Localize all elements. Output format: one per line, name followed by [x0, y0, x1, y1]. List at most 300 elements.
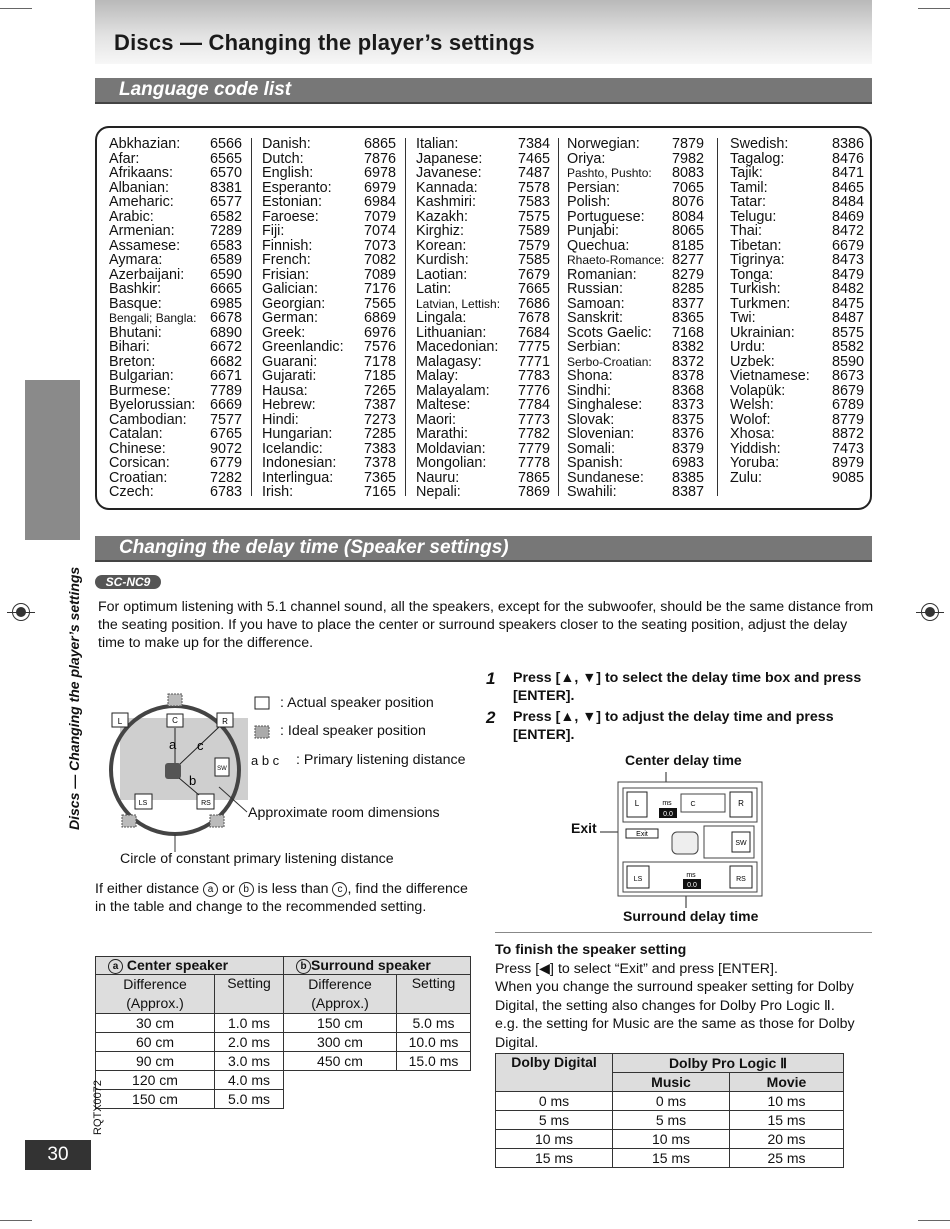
- language-code: 7289: [209, 223, 242, 239]
- language-row: [416, 398, 550, 413]
- table-row: [496, 1149, 844, 1168]
- distance-note: [95, 880, 475, 916]
- language-code: 8465: [831, 179, 864, 196]
- language-name: Tonga:: [730, 266, 774, 283]
- language-code: 9072: [209, 440, 242, 457]
- language-name: Chinese:: [109, 440, 166, 457]
- surround-value: 0.0: [687, 882, 697, 889]
- language-name: Tajik:: [730, 165, 763, 181]
- language-row: [416, 326, 550, 341]
- language-row: [567, 181, 704, 196]
- language-row: [109, 471, 242, 486]
- language-code: 7565: [363, 295, 396, 312]
- language-code: 6679: [831, 237, 864, 254]
- language-code: 7589: [517, 223, 550, 239]
- surround-speaker-header: [284, 957, 471, 975]
- language-code: 7782: [517, 426, 550, 442]
- speaker-l-label: L: [117, 717, 123, 726]
- language-name: Kirghiz:: [416, 223, 464, 239]
- speaker-ls-label: LS: [138, 800, 148, 807]
- language-row: [262, 311, 396, 326]
- language-code: 6779: [209, 455, 242, 471]
- language-name: Lithuanian:: [416, 324, 487, 341]
- language-code: 6589: [209, 252, 242, 268]
- language-name: Malagasy:: [416, 353, 482, 370]
- language-code: 7577: [209, 411, 242, 428]
- surround-ms-label: ms: [686, 872, 696, 879]
- table-row: [496, 1130, 844, 1149]
- language-name: Marathi:: [416, 426, 468, 442]
- legend-ideal: : Ideal speaker position: [280, 723, 426, 739]
- language-row: [416, 224, 550, 239]
- language-row: [262, 384, 396, 399]
- ideal-position-icon: [255, 726, 269, 738]
- column-divider: [251, 138, 252, 496]
- crop-mark: [0, 1220, 32, 1221]
- language-code: 6783: [209, 484, 242, 500]
- language-row: [109, 224, 242, 239]
- language-row: [730, 297, 864, 312]
- language-row: [416, 369, 550, 384]
- language-code: 8979: [831, 455, 864, 471]
- language-name: Maori:: [416, 411, 456, 428]
- language-name: Fiji:: [262, 223, 285, 239]
- language-row: [109, 384, 242, 399]
- language-code: 7771: [517, 353, 550, 370]
- language-row: [262, 195, 396, 210]
- language-row: [730, 239, 864, 254]
- table-cell: 300 cm: [284, 1033, 397, 1052]
- setting-header: Setting: [397, 975, 471, 1014]
- ideal-speaker-rs: [210, 815, 224, 827]
- language-row: [730, 224, 864, 239]
- language-row: [262, 413, 396, 428]
- language-code: 7869: [517, 484, 550, 500]
- screen-c-label: C: [690, 801, 696, 808]
- language-name: Scots Gaelic:: [567, 324, 652, 341]
- language-code: 7082: [363, 252, 396, 268]
- language-row: [109, 253, 242, 268]
- language-code: 7778: [517, 455, 550, 471]
- language-row: [262, 442, 396, 457]
- language-row: [109, 340, 242, 355]
- language-name: Georgian:: [262, 295, 326, 312]
- screen-rs-label: RS: [736, 876, 746, 883]
- language-name: Polish:: [567, 194, 611, 210]
- language-row: [109, 398, 242, 413]
- language-code: 8373: [671, 397, 704, 413]
- language-row: [262, 485, 396, 500]
- language-code: 8285: [671, 281, 704, 297]
- language-code: 8472: [831, 223, 864, 239]
- language-row: [109, 427, 242, 442]
- language-code: 8484: [831, 194, 864, 210]
- language-name: Sanskrit:: [567, 310, 623, 326]
- language-row: [109, 326, 242, 341]
- language-name: Russian:: [567, 281, 623, 297]
- pl-header: Dolby Pro Logic Ⅱ: [613, 1054, 844, 1073]
- finish-line-1: Press [◀] to select “Exit” and press [ENTER].: [495, 961, 778, 977]
- language-code: 6671: [209, 368, 242, 384]
- language-name: Xhosa:: [730, 426, 775, 442]
- language-name: Cambodian:: [109, 411, 187, 428]
- delay-settings-screen: [600, 772, 770, 908]
- table-cell: 5 ms: [613, 1111, 730, 1130]
- language-name: Aymara:: [109, 252, 163, 268]
- language-row: [109, 210, 242, 225]
- language-name: Galician:: [262, 281, 318, 297]
- center-delay-label: Center delay time: [625, 752, 742, 768]
- language-row: [109, 282, 242, 297]
- circle-label: Circle of constant primary listening distance: [120, 851, 394, 867]
- language-row: [262, 297, 396, 312]
- language-name: Corsican:: [109, 455, 170, 471]
- center-value: 0.0: [663, 811, 673, 818]
- screen-sw-label: SW: [735, 840, 747, 847]
- language-name: Slovak:: [567, 411, 615, 428]
- language-row: [730, 442, 864, 457]
- language-row: [416, 297, 550, 312]
- language-row: [416, 152, 550, 167]
- exit-button-label: Exit: [636, 831, 648, 838]
- language-row: [262, 166, 396, 181]
- table-cell: 5 ms: [496, 1111, 613, 1130]
- language-code: 7065: [671, 179, 704, 196]
- language-row: [262, 282, 396, 297]
- language-code: 8185: [671, 237, 704, 254]
- language-name: French:: [262, 252, 311, 268]
- language-row: [567, 224, 704, 239]
- language-row: [567, 282, 704, 297]
- language-name: Mongolian:: [416, 455, 487, 471]
- language-name: Telugu:: [730, 208, 777, 225]
- music-header: Music: [613, 1073, 730, 1092]
- language-name: Punjabi:: [567, 223, 620, 239]
- table-cell: 15 ms: [613, 1149, 730, 1168]
- table-cell: 0 ms: [496, 1092, 613, 1111]
- table-cell: 3.0 ms: [215, 1052, 284, 1071]
- language-code: 8476: [831, 150, 864, 167]
- language-code: 6582: [209, 208, 242, 225]
- speaker-rs-label: RS: [201, 800, 211, 807]
- language-row: [109, 268, 242, 283]
- language-name: Frisian:: [262, 266, 310, 283]
- step-text: Press [▲, ▼] to adjust the delay time and press [ENTER].: [513, 709, 834, 743]
- language-code: 6566: [209, 136, 242, 152]
- language-code: 7074: [363, 223, 396, 239]
- language-name: Latin:: [416, 281, 452, 297]
- table-cell: 15 ms: [730, 1111, 844, 1130]
- language-code: 8065: [671, 223, 704, 239]
- table-cell: 90 cm: [96, 1052, 215, 1071]
- center-header-text: Center speaker: [126, 957, 229, 973]
- language-row: [416, 253, 550, 268]
- language-row: [567, 253, 704, 268]
- language-name: Sindhi:: [567, 382, 612, 399]
- note-text: , find the difference in the table and change to the recommended setting.: [95, 881, 468, 915]
- language-name: Ameharic:: [109, 194, 174, 210]
- table-cell: 10 ms: [730, 1092, 844, 1111]
- language-code: 8679: [831, 382, 864, 399]
- language-code: 7384: [517, 136, 550, 152]
- language-name: Interlingua:: [262, 469, 334, 486]
- language-row: [262, 471, 396, 486]
- table-row: [96, 1033, 471, 1052]
- language-name: Wolof:: [730, 411, 771, 428]
- language-row: [416, 166, 550, 181]
- language-name: Afar:: [109, 150, 140, 167]
- language-row: [109, 355, 242, 370]
- section-title-language: Language code list: [119, 79, 292, 100]
- intro-paragraph: For optimum listening with 5.1 channel sound, all the speakers, except for the subwoofer, should be the same distance from the seating position. If you have to place the center or surround speakers closer to the seating position, adjust the delay time to make up for the difference.: [98, 599, 874, 651]
- language-name: Assamese:: [109, 237, 181, 254]
- language-code: 8382: [671, 339, 704, 355]
- language-name: Malayalam:: [416, 382, 490, 399]
- room-dimensions-label: Approximate room dimensions: [248, 805, 440, 821]
- language-row: [262, 210, 396, 225]
- language-name: Swedish:: [730, 136, 789, 152]
- language-code: 7579: [517, 237, 550, 254]
- empty-cell: [284, 1090, 471, 1109]
- language-name: Hungarian:: [262, 426, 333, 442]
- table-cell: 5.0 ms: [397, 1014, 471, 1033]
- language-name: Estonian:: [262, 194, 323, 210]
- diff-header: Difference (Approx.): [284, 975, 397, 1014]
- language-row: [567, 340, 704, 355]
- language-row: [416, 268, 550, 283]
- language-code: 8387: [671, 484, 704, 500]
- language-row: [567, 471, 704, 486]
- language-code: 8473: [831, 252, 864, 268]
- seat-icon: [672, 832, 698, 854]
- language-row: [730, 355, 864, 370]
- language-code: 6789: [831, 397, 864, 413]
- doc-code: RQTX0072: [92, 1079, 104, 1135]
- language-name: Finnish:: [262, 237, 313, 254]
- language-row: [262, 181, 396, 196]
- language-name: Nauru:: [416, 469, 460, 486]
- language-row: [109, 413, 242, 428]
- language-row: [262, 152, 396, 167]
- language-row: [730, 152, 864, 167]
- table-cell: 1.0 ms: [215, 1014, 284, 1033]
- table-cell: 10 ms: [613, 1130, 730, 1149]
- language-code: 6765: [209, 426, 242, 442]
- table-cell: 30 cm: [96, 1014, 215, 1033]
- language-code: 6984: [363, 194, 396, 210]
- language-code: 8673: [831, 368, 864, 384]
- language-code: 8487: [831, 310, 864, 326]
- language-row: [109, 152, 242, 167]
- language-row: [109, 239, 242, 254]
- legend-abc: : Primary listening distance: [296, 752, 466, 768]
- note-text: is less than: [257, 881, 329, 897]
- language-name: Oriya:: [567, 150, 606, 167]
- language-code: 7575: [517, 208, 550, 225]
- language-row: [109, 166, 242, 181]
- table-row: [496, 1092, 844, 1111]
- language-row: [262, 224, 396, 239]
- language-code: 8376: [671, 426, 704, 442]
- language-code: 6985: [209, 295, 242, 312]
- language-row: [567, 413, 704, 428]
- language-code: 7982: [671, 150, 704, 167]
- table-row: [96, 1014, 471, 1033]
- distance-table: [95, 956, 471, 1109]
- language-name: Arabic:: [109, 208, 154, 225]
- note-text: or: [222, 881, 235, 897]
- language-row: [567, 427, 704, 442]
- language-name: Shona:: [567, 368, 613, 384]
- language-code: 8582: [831, 339, 864, 355]
- language-name: Urdu:: [730, 339, 766, 355]
- language-name: Singhalese:: [567, 397, 643, 413]
- screen-r-label: R: [738, 799, 744, 808]
- language-row: [567, 210, 704, 225]
- registration-mark: [12, 603, 30, 621]
- section-bar-language: [95, 78, 872, 104]
- table-cell: 10.0 ms: [397, 1033, 471, 1052]
- language-row: [567, 369, 704, 384]
- language-row: [109, 442, 242, 457]
- center-speaker-header: [96, 957, 284, 975]
- language-row: [416, 340, 550, 355]
- language-code: 8277: [671, 252, 704, 268]
- actual-position-icon: [255, 697, 269, 709]
- language-name: Byelorussian:: [109, 397, 196, 413]
- language-name: Serbian:: [567, 339, 621, 355]
- language-code: 7165: [363, 484, 396, 500]
- language-name: Bashkir:: [109, 281, 161, 297]
- language-code: 7585: [517, 252, 550, 268]
- language-name: Dutch:: [262, 150, 304, 167]
- table-row: [96, 1071, 471, 1090]
- language-name: Latvian, Lettish:: [416, 296, 501, 311]
- language-name: Basque:: [109, 295, 162, 312]
- language-row: [730, 413, 864, 428]
- language-code: 9085: [831, 469, 864, 486]
- diff-header: Difference (Approx.): [96, 975, 215, 1014]
- language-row: [416, 239, 550, 254]
- language-row: [416, 384, 550, 399]
- language-row: [109, 137, 242, 152]
- language-name: Kashmiri:: [416, 194, 476, 210]
- language-name: Croatian:: [109, 469, 168, 486]
- side-section-label: Discs — Changing the player’s settings: [66, 566, 82, 830]
- language-name: Yiddish:: [730, 440, 781, 457]
- language-code: 7578: [517, 179, 550, 196]
- language-code: 8469: [831, 208, 864, 225]
- language-code: 8385: [671, 469, 704, 486]
- table-cell: 5.0 ms: [215, 1090, 284, 1109]
- language-row: [109, 485, 242, 500]
- language-name: Rhaeto-Romance:: [567, 253, 665, 267]
- language-name: Bihari:: [109, 339, 150, 355]
- speaker-r-label: R: [222, 717, 228, 726]
- language-code: 7789: [209, 382, 242, 399]
- language-row: [109, 181, 242, 196]
- language-name: Armenian:: [109, 223, 175, 239]
- crop-mark: [0, 8, 32, 9]
- language-row: [262, 456, 396, 471]
- language-row: [730, 456, 864, 471]
- language-name: Guarani:: [262, 353, 318, 370]
- language-code: 8590: [831, 353, 864, 370]
- language-row: [416, 485, 550, 500]
- language-column: [567, 137, 704, 500]
- language-name: Afrikaans:: [109, 165, 173, 181]
- language-row: [567, 355, 704, 370]
- language-code: 8482: [831, 281, 864, 297]
- language-name: Persian:: [567, 179, 620, 196]
- language-name: Breton:: [109, 353, 156, 370]
- language-code: 7473: [831, 440, 864, 457]
- language-row: [730, 253, 864, 268]
- language-name: Turkish:: [730, 281, 781, 297]
- language-name: Volapük:: [730, 382, 786, 399]
- table-cell: 15.0 ms: [397, 1052, 471, 1071]
- language-row: [730, 340, 864, 355]
- language-name: Bhutani:: [109, 324, 162, 341]
- language-row: [567, 239, 704, 254]
- language-code: 7273: [363, 411, 396, 428]
- empty-cell: [284, 1071, 471, 1090]
- distance-a-label: a: [169, 737, 177, 752]
- language-row: [730, 137, 864, 152]
- language-row: [416, 311, 550, 326]
- movie-header: Movie: [730, 1073, 844, 1092]
- circled-b: b: [239, 882, 254, 897]
- language-row: [730, 268, 864, 283]
- legend-abc-letters: a b c: [251, 753, 280, 768]
- subwoofer-label: SW: [217, 766, 227, 772]
- language-name: Kannada:: [416, 179, 478, 196]
- table-cell: 15 ms: [496, 1149, 613, 1168]
- language-name: Pashto, Pushto:: [567, 166, 652, 180]
- language-code: 6665: [209, 281, 242, 297]
- language-code: 7387: [363, 397, 396, 413]
- language-name: Tigrinya:: [730, 252, 785, 268]
- language-name: Uzbek:: [730, 353, 775, 370]
- language-name: Indonesian:: [262, 455, 337, 471]
- language-row: [567, 268, 704, 283]
- distance-b-label: b: [189, 773, 197, 788]
- language-name: Irish:: [262, 484, 294, 500]
- language-name: Catalan:: [109, 426, 163, 442]
- circled-a: a: [108, 959, 123, 974]
- language-name: Thai:: [730, 223, 762, 239]
- language-code: 6590: [209, 266, 242, 283]
- language-name: Twi:: [730, 310, 756, 326]
- language-row: [416, 442, 550, 457]
- language-name: Tatar:: [730, 194, 766, 210]
- language-row: [567, 442, 704, 457]
- section-title-delay: Changing the delay time (Speaker settings): [119, 537, 509, 558]
- language-code: 7285: [363, 426, 396, 442]
- ideal-speaker-ls: [122, 815, 136, 827]
- table-row: [496, 1111, 844, 1130]
- language-row: [416, 210, 550, 225]
- table-cell: 0 ms: [613, 1092, 730, 1111]
- language-code: 6678: [209, 310, 242, 326]
- language-code: 8479: [831, 266, 864, 283]
- language-row: [262, 268, 396, 283]
- language-code: 7686: [517, 295, 550, 312]
- language-row: [109, 456, 242, 471]
- crop-mark: [918, 1220, 950, 1221]
- language-name: Javanese:: [416, 165, 482, 181]
- language-row: [262, 340, 396, 355]
